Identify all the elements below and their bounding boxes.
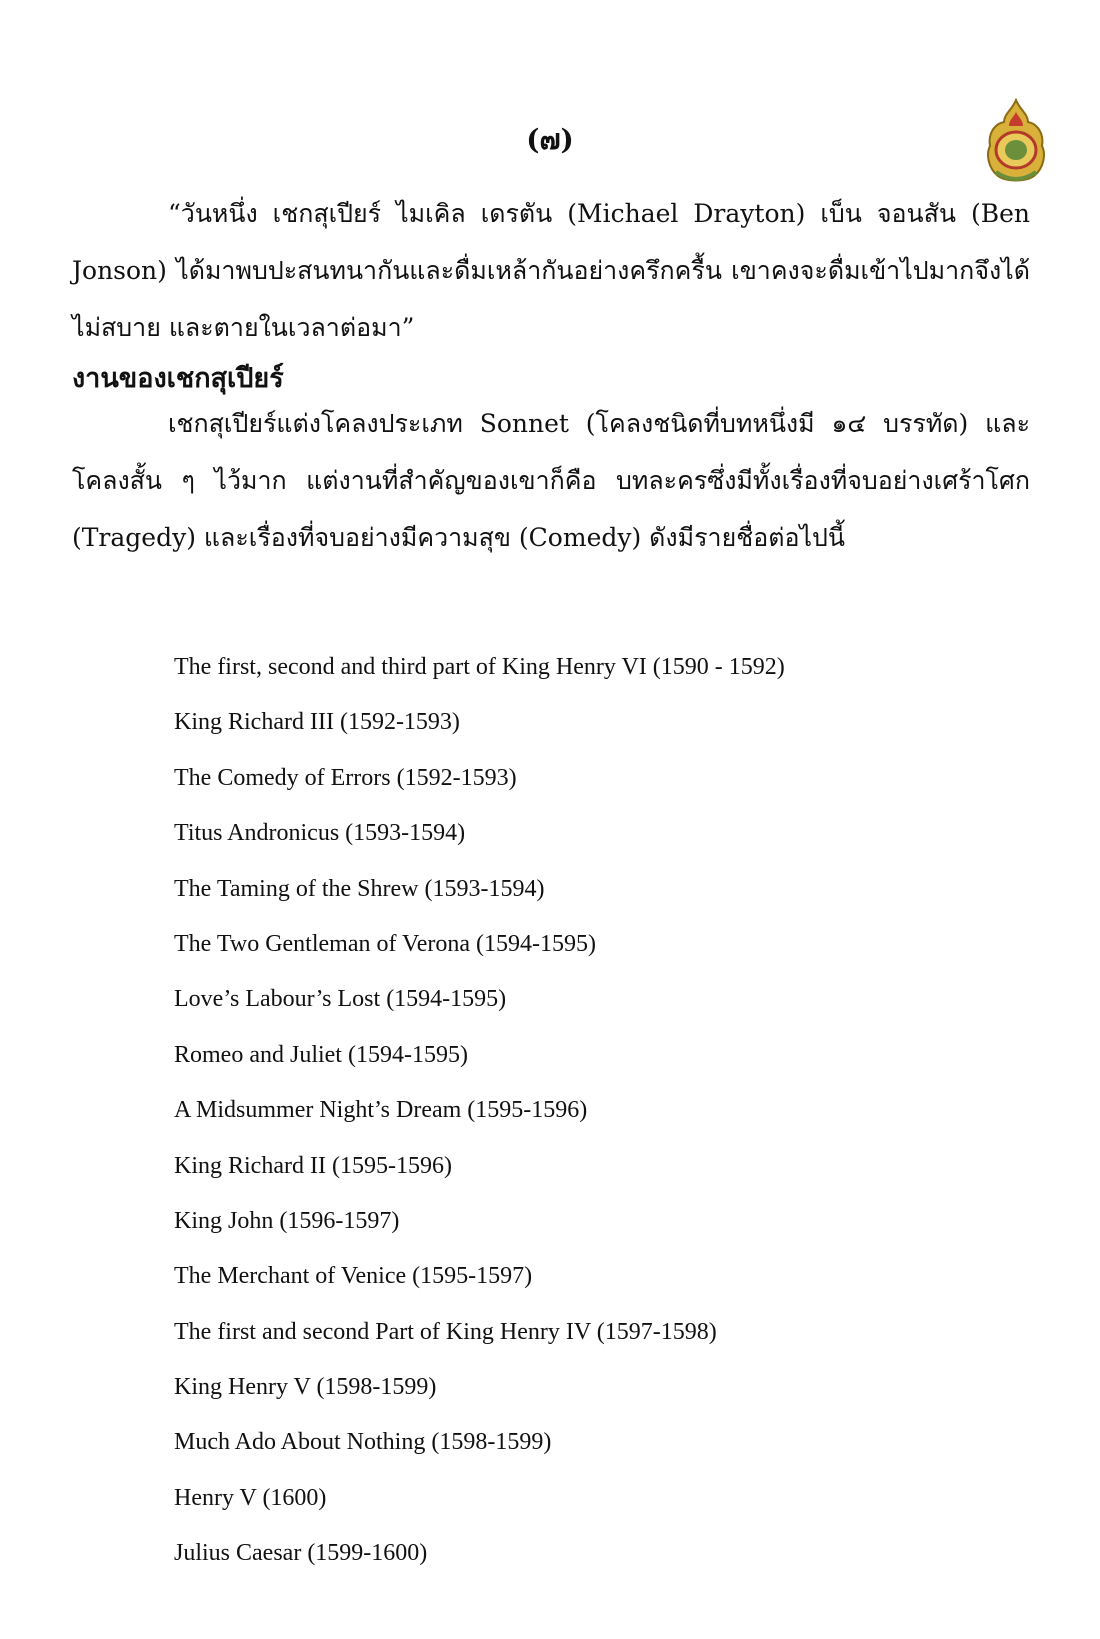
intro-paragraph-text: “วันหนึ่ง เชกสุเปียร์ ไมเคิล เดรตัน (Michael Drayton) เบ็น จอนสัน (Ben Jonson) ได้มาพบปะสนทนากันและดื่มเหล้ากันอย่างครึกครื้น เขาคงจะดื่มเข้าไปมากจึงได้ไม่สบาย และตายในเวลาต่อมา”: [72, 199, 1030, 342]
page-number: (๗): [526, 123, 574, 156]
works-paragraph: [72, 395, 1030, 566]
school-emblem-icon: [982, 98, 1050, 184]
plays-list: [174, 640, 785, 1582]
list-item: King Richard III (1592-1593): [174, 709, 460, 736]
list-item: Love’s Labour’s Lost (1594-1595): [174, 986, 507, 1013]
list-item: The first and second Part of King Henry IV (1597-1598): [174, 1318, 717, 1345]
intro-paragraph: [72, 185, 1030, 356]
list-item: The Two Gentleman of Verona (1594-1595): [174, 930, 596, 957]
list-item: The Merchant of Venice (1595-1597): [174, 1263, 533, 1290]
list-item: The first, second and third part of King Henry VI (1590 - 1592): [174, 654, 785, 680]
list-item: King Richard II (1595-1596): [174, 1152, 452, 1179]
list-item: Titus Andronicus (1593-1594): [174, 820, 466, 847]
works-paragraph-text: เชกสุเปียร์แต่งโคลงประเภท Sonnet (โคลงชนิดที่บทหนึ่งมี ๑๔ บรรทัด) และโคลงสั้น ๆ ไว้มาก แต่งานที่สำคัญของเขาก็คือ บทละครซึ่งมีทั้งเรื่องที่จบอย่างเศร้าโศก (Tragedy) และเรื่องที่จบอย่างมีความสุข (Comedy) ดังมีรายชื่อต่อไปนี้: [72, 409, 1030, 552]
list-item: King Henry V (1598-1599): [174, 1374, 437, 1401]
list-item: The Taming of the Shrew (1593-1594): [174, 875, 545, 902]
list-item: A Midsummer Night’s Dream (1595-1596): [174, 1097, 588, 1124]
list-item: Julius Caesar (1599-1600): [174, 1540, 428, 1567]
list-item: Henry V (1600): [174, 1484, 327, 1511]
list-item: Romeo and Juliet (1594-1595): [174, 1041, 468, 1068]
list-item: The Comedy of Errors (1592-1593): [174, 764, 517, 791]
section-heading: งานของเชกสุเปียร์: [72, 363, 284, 394]
list-item: Much Ado About Nothing (1598-1599): [174, 1429, 552, 1456]
list-item: King John (1596-1597): [174, 1207, 400, 1234]
